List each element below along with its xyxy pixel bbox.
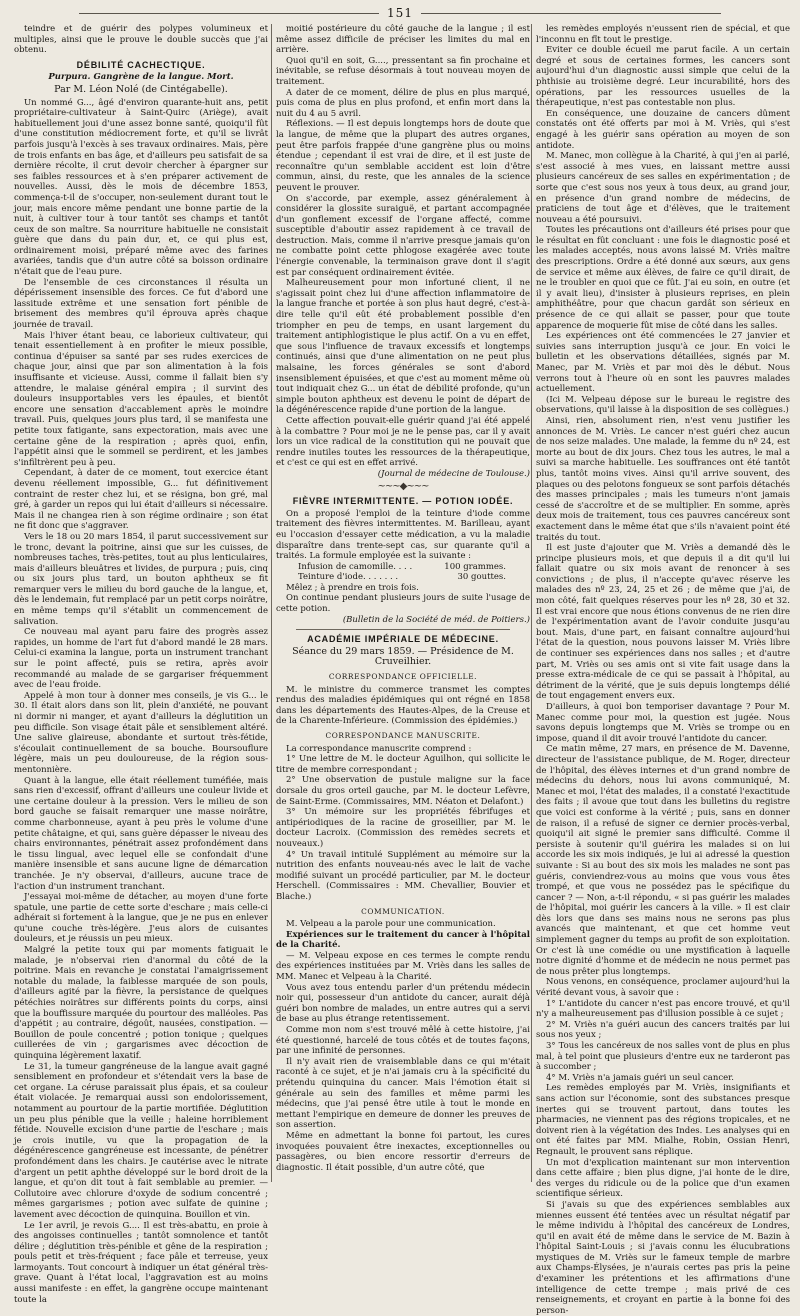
formula-row: [298, 572, 530, 583]
paragraph: 1° L'antidote du cancer n'est pas encore trouvé, et qu'il n'y a malheureusement pas d'illusion possible à ce sujet ;: [536, 998, 790, 1020]
paragraph: M. Manec, mon collègue à la Charité, à qui j'en ai parlé, s'est associé à mes vues, en laissant mettre aussi plusieurs cancéreux de ses salles en expérimentation ; de sorte que c'est sous nos yeux à tous deux, au grand jour, en présence d'un grand nombre de médecins, de praticiens de tout âge et d'élèves, que le traitement nouveau a été poursuivi.: [536, 151, 790, 225]
paragraph: Appelé à mon tour à donner mes conseils, je vis G... le 30. Il était alors dans son lit, plein d'anxiété, ne pouvant ni dormir ni manger, et ayant d'ailleurs la déglutition un peu difficile. Son visage était pâle et sensiblement altéré. Une salive glaireuse, abondante et surtout très-fétide, s'écoulait continuellement de sa bouche. Boursouflure légère, mais un peu douloureuse, de la région sous-mentonnière.: [14, 690, 268, 775]
paragraph: Un mot d'explication maintenant sur mon intervention dans cette affaire ; bien plus digne, j'ai honte de le dire, des verges du ridicule ou de la police que d'un examen scientifique sérieux.: [536, 1157, 790, 1200]
paragraph: Mêlez ; à prendre en trois fois.: [286, 582, 419, 593]
paragraph: 4° Un travail intitulé Supplément au mémoire sur la nutrition des enfants nouveau-nés avec le lait de vache modifié suivant un procédé particulier, par M. le docteur Herschell. (Commissaires : MM. Chevallier, Bouvier et Blache.): [276, 849, 530, 902]
paragraph: les remèdes employés n'eussent rien de spécial, et que l'inconnu en fît tout le prestige.: [536, 24, 790, 45]
paragraph: teindre et de guérir des polypes volumineux et multiples, ainsi que le prouve le double succès que j'ai obtenu.: [14, 24, 268, 56]
column-rule: [271, 24, 272, 1182]
paragraph: On s'accorde, par exemple, assez généralement à considérer la glossite suraiguë, et partant accompagnée d'un gonflement excessif de l'organe affecté, comme susceptible d'aboutir assez rapidement à ce travail de destruction. Mais, comme il n'arrive presque jamais qu'on ne combatte point cette phlogose exagérée avec toute l'énergie convenable, la terminaison grave dont il s'agit est par conséquent ordinairement évitée.: [276, 193, 530, 278]
paragraph: Eviter ce double écueil me parut facile. A un certain degré et sous de certaines formes, les cancers sont aujourd'hui d'un diagnostic aussi simple que celui de la phthisie au troisième degré. Leur incurabilité, hors des opérations, par les ressources usuelles de la thérapeutique, n'est pas contestable non plus.: [536, 45, 790, 109]
paragraph: Un nommé G..., âgé d'environ quarante-huit ans, petit propriétaire-cultivateur à Saint-Quirc (Ariège), avait habituellement joui d'une assez bonne santé, quoiqu'il fût d'une constitution médiocrement forte, et qu'il se livrât parfois jusqu'à l'excès à ses travaux ordinaires. Mais, père de trois enfants en bas âge, et d'ailleurs peu satisfait de sa dernière récolte, il crut devoir chercher à épargner sur ses faibles ressources et à s'en préparer activement de nouvelles. Aussi, dès le mois de décembre 1853, commença-t-il de s'occuper, non-seulement durant tout le jour, mais encore même pendant une bonne partie de la nuit, à cultiver tour à tour tantôt ses champs et tantôt ceux de son maître. Sa nourriture habituelle ne consistait guère que dans du pain dur, et, ce qui plus est, ordinairement moisi, préparé même avec des farines avariées, tandis que d'un autre côté sa boisson ordinaire n'était que de l'eau pure.: [14, 97, 268, 278]
section-title: DÉBILITÉ CACHECTIQUE.: [76, 59, 206, 70]
paragraph: Comme mon nom s'est trouvé mêlé à cette histoire, j'ai été questionné, harcelé de tous côtés et de toutes façons, par une infinité de personnes.: [276, 1025, 530, 1057]
paragraph: Si j'avais su que des expériences semblables aux miennes eussent été tentées avec un résultat négatif par le même individu à l'hôpital des cancéreux de Londres, qu'il en avait été de même dans le service de M. Bazin à l'hôpital Saint-Louis ; si j'avais connu les élucubrations mystiques de M. Vriès sur le fameux temple de marbre aux Champs-Élysées, je n'aurais certes pas pris la peine d'examiner les prétentions et les affirmations d'une intelligence de cette trempe ; mais privé de ces renseignements, et croyant en partie à la bonne foi des person-: [536, 1199, 790, 1316]
paragraph: Les expériences ont été commencées le 27 janvier et suivies sans interruption jusqu'à ce jour. En voici le bulletin et les observations détaillées, signés par M. Manec, par M. Vriès et par moi dès le début. Nous verrons tout à l'heure où en sont les pauvres malades actuellement.: [536, 331, 790, 395]
formula-dose: 30 gouttes.: [457, 572, 506, 583]
paragraph-title: Expériences sur le traitement du cancer à l'hôpital de la Charité.: [276, 929, 530, 951]
subsection-title: CORRESPONDANCE MANUSCRITE.: [325, 731, 481, 740]
paragraph: Quant à la langue, elle était réellement tuméfiée, mais sans rien d'excessif, offrant d'ailleurs une couleur livide et une certaine douleur à la pression. Vers le milieu de son bord gauche se faisait remarquer une masse noirâtre, comme charbonneuse, ayant à peu près le volume d'une petite châtaigne, et qui, sans guère dépasser le niveau des chairs environnantes, pénétrait assez profondément dans le tissu lingual, avec lequel elle se confondait d'une manière insensible et sans aucune ligne de démarcation tranchée. Je n'y observai, d'ailleurs, aucune trace de l'action d'un instrument tranchant.: [14, 775, 268, 892]
paragraph: Mais l'hiver étant beau, ce laborieux cultivateur, qui tenait essentiellement à en profiter le mieux possible, continua d'épuiser sa santé par ses rudes exercices de chaque jour, ainsi que par son alimentation à la fois insuffisante et vicieuse. Aussi, comme il fallait bien s'y attendre, le malaise général empira ; il survint des douleurs insupportables vers les épaules, et bientôt encore une sensation d'accablement après le moindre travail. Puis, quelques jours plus tard, il se manifesta une petite toux fatigante, sans expectoration, mais avec une certaine gêne de la respiration ; après quoi, enfin, l'appétit ainsi que le sommeil se perdirent, et les jambes s'infiltrèrent peu à peu.: [14, 330, 268, 468]
source-citation: (Journal de médecine de Toulouse.): [377, 468, 530, 479]
paragraph: Vers le 18 ou 20 mars 1854, il parut successivement sur le tronc, devant la poitrine, ainsi que sur les cuisses, de nombreuses taches, très-petites, tout au plus lenticulaires, mais d'ailleurs bleuâtres et livides, de purpura ; puis, cinq ou six jours plus tard, un bouton aphtheux se fit remarquer vers le milieu du bord gauche de la langue, et, dès le lendemain, fut remplacé par un petit corps noirâtre, en même temps qu'il s'établit un commencement de salivation.: [14, 531, 268, 627]
column-right: [536, 24, 790, 1316]
paragraph: On continue pendant plusieurs jours de suite l'usage de cette potion.: [276, 593, 530, 615]
formula-ingredient: Infusion de camomille. . . .: [298, 561, 413, 572]
ornament-divider: ~~~◆~~~: [377, 480, 429, 492]
paragraph: Cette affection pouvait-elle guérir quand j'ai été appelé à la combattre ? Pour moi je ne le pense pas, car il y avait lors un vice radical de la constitution qui ne pouvait que rendre inutiles toutes les ressources de la thérapeutique, et c'est ce qui est en effet arrivé.: [276, 415, 530, 469]
paragraph: 2° M. Vriès n'a guéri aucun des cancers traités par lui sous nos yeux ;: [536, 1019, 790, 1041]
paragraph: Malheureusement pour mon infortuné client, il ne s'agissait point chez lui d'une affection inflammatoire de la langue franche et portée à son plus haut degré, c'est-à-dire telle qu'il eût été probablement possible d'en triompher en peu de temps, en usant largement du traitement antiphlogistique le plus actif. On a vu en effet, que sous l'influence de travaux excessifs et longtemps continués, ainsi que d'une alimentation on ne peut plus malsaine, les forces générales se sont d'abord insensiblement épuisées, et que c'est au moment même où tout indiquait chez G... un état de débilité profonde, qu'un simple bouton aphtheux est devenu le point de départ de la dégénérescence rapide d'une portion de la langue.: [276, 278, 530, 416]
paragraph: Nous venons, en conséquence, proclamer aujourd'hui la vérité devant vous, à savoir que :: [536, 977, 790, 999]
column-left: [14, 24, 268, 1305]
paragraph: M. Velpeau a la parole pour une communication.: [286, 919, 496, 930]
paragraph: 1° Une lettre de M. le docteur Aguilhon, qui sollicite le titre de membre correspondant ;: [276, 754, 530, 775]
paragraph: J'essayai moi-même de détacher, au moyen d'une forte spatule, une partie de cette sorte d'eschare ; mais celle-ci adhérait si fortement à la langue, que je ne pus en enlever qu'une couche très-légère. J'eus alors de cuisantes douleurs, et je réussis un peu mieux.: [14, 892, 268, 945]
paragraph: La correspondance manuscrite comprend :: [286, 743, 472, 754]
column-middle: [276, 24, 530, 1184]
paragraph: Ce nouveau mal ayant paru faire des progrès assez rapides, un homme de l'art fut d'abord mandé le 28 mars. Celui-ci examina la langue, porta un instrument tranchant sur le point affecté, puis se retira, après avoir recommandé au malade de se gargariser fréquemment avec de l'eau froide.: [14, 627, 268, 691]
formula-row: [298, 562, 530, 573]
column-rule: [531, 24, 532, 1182]
paragraph: Malgré la petite toux qui par moments fatiguait le malade, je n'observai rien d'anormal du côté de la poitrine. Mais en revanche je constatai l'amaigrissement notable du malade, la faiblesse marquée de son pouls, d'ailleurs agité par la fièvre, la persistance de quelques pétéchies noirâtres sur différents points du corps, ainsi que la bouffissure marquée du pourtour des malléoles. Pas d'appétit ; au contraire, dégoût, nausées, constipation. — Bouillon de poule concentré ; potion tonique ; quelques cuillerées de vin ; gargarismes avec décoction de quinquina légèrement laxatif.: [14, 945, 268, 1061]
formula-dose: 100 grammes.: [444, 561, 506, 572]
paragraph: Le 1er avril, je revois G.... Il est très-abattu, en proie à des angoisses continuelles ; tantôt somnolence et tantôt délire ; déglutition très-pénible et gêne de la respiration ; pouls petit et très-fréquent ; face pâle et terreuse, yeux larmoyants. Tout concourt à indiquer un état général très-grave. Quant à l'état local, l'aggravation est au moins aussi manifeste : en effet, la gangrène occupe maintenant toute la: [14, 1220, 268, 1305]
author-line: Par M. Léon Nolé (de Cintégabelle).: [54, 83, 228, 95]
paragraph: Réflexions. — Il est depuis longtemps hors de doute que la langue, de même que la plupart des autres organes, peut être parfois frappée d'une gangrène plus ou moins étendue ; cependant il est vrai de dire, et il est juste de reconnaître qu'un semblable accident est loin d'être commun, ainsi, du reste, que les annales de la science peuvent le prouver.: [276, 119, 530, 193]
paragraph: Cependant, à dater de ce moment, tout exercice étant devenu réellement impossible, G... fut définitivement contraint de rester chez lui, et se résigna, bon gré, mal gré, à garder un repos qui lui était d'ailleurs si nécessaire. Mais il ne changea rien à son régime ordinaire ; son état ne fit donc que s'aggraver.: [14, 468, 268, 532]
paragraph: Toutes les précautions ont d'ailleurs été prises pour que le résultat en fût concluant : une fois le diagnostic posé et les malades acceptés, nous avons laissé M. Vriès maître des prescriptions. Ordre a été donné aux sœurs, aux gens de service et même aux élèves, de faire ce qu'il dirait, de ne le troubler en quoi que ce fût. J'ai eu soin, en outre (et il y avait lieu), d'insister à plusieurs reprises, en plein amphithéâtre, pour que chacun gardât son sérieux en présence de ce qui allait se passer, pour que toute apparence de moquerie fût mise de côté dans les salles.: [536, 225, 790, 331]
paragraph: 2° Une observation de pustule maligne sur la face dorsale du gros orteil gauche, par M. le docteur Lefèvre, de Saint-Erme. (Commissaires, MM. Néaton et Delafont.): [276, 775, 530, 807]
paragraph: Ce matin même, 27 mars, en présence de M. Davenne, directeur de l'assistance publique, de M. Roger, directeur de l'hôpital, des élèves internes et d'un grand nombre de médecins du dehors, nous lui avons communiqué, M. Manec et moi, l'état des malades, il a constaté l'exactitude des faits ; il avoue que tout dans les bulletins du registre que voici est conforme à la vérité ; puis, sans en donner de raison, il a refusé de signer ce dernier procès-verbal, quoiqu'il ait signé le premier sans difficulté. Comme il persiste à soutenir qu'il guérira les malades si on lui accorde les six mois indiqués, je lui ai adressé la question suivante : Si au bout des six mois les malades ne sont pas guéris, conviendrez-vous au moins que vous vous êtes trompé, et que vous ne possédez pas le spécifique du cancer ? — Non, a-t-il répondu, « si pas guérir les malades de l'hôpital, moi guérir les cancers à la ville. » Il est clair dès lors que dans ses mains nous ne serons pas plus avancés que maintenant, et que cet homme veut simplement gagner du temps au profit de son exploitation. Or c'est là une comédie ou une mystification à laquelle notre dignité d'homme et de médecin ne nous permet pas de nous prêter plus longtemps.: [536, 744, 790, 977]
paragraph: M. le ministre du commerce transmet les comptes rendus des maladies épidémiques qui ont régné en 1858 dans les départements des Hautes-Alpes, de la Creuse et de la Charente-Inférieure. (Commission des épidémies.): [276, 684, 530, 727]
paragraph: Ainsi, rien, absolument rien, n'est venu justifier les annonces de M. Vriès. Le cancer n'est guéri chez aucun de nos seize malades. Une malade, la femme du nº 24, est morte au bout de dix jours. Chez tous les autres, le mal a suivi sa marche habituelle. Les souffrances ont été tantôt plus, tantôt moins vives. Ainsi qu'il arrive souvent, des plaques ou des pelotons fongueux se sont parfois détachés des masses principales ; mais les tumeurs n'ont jamais cessé de s'accroître et de se multiplier. En somme, après deux mois de traitement, tous ces pauvres cancéreux sont exactement dans le même état que s'ils n'avaient point été traités du tout.: [536, 415, 790, 543]
paragraph: Vous avez tous entendu parler d'un prétendu médecin noir qui, possesseur d'un antidote du cancer, aurait déjà guéri bon nombre de malades, un entre autres qui a servi de base au plus étrange retentissement.: [276, 982, 530, 1025]
page-number: 151: [0, 6, 800, 20]
paragraph: Le 31, la tumeur gangréneuse de la langue avait gagné sensiblement en profondeur et s'étendait vers la base de cet organe. La céruse paraissait plus épais, et sa couleur était violacée. Je remarquai aussi son endolorissement, notamment au pourtour de la partie mortifiée. Déglutition un peu plus pénible que la veille ; haleine horriblement fétide. Nouvelle excision d'une partie de l'eschare ; mais je crois inutile, vu que la propagation de la dégénérescence gangréneuse est incessante, de pénétrer profondément dans les chairs. Je cautérise avec le nitrate d'argent un petit aphthe développé sur le bord droit de la langue, et qu'on dit tout à fait semblable au premier. — Collutoire avec chlorure d'oxyde de sodium concentré ; mêmes gargarismes ; potion avec sulfate de quinine ; lavement avec décoction de quinquina. Bouillon et vin.: [14, 1061, 268, 1220]
paragraph: 3° Tous les cancéreux de nos salles vont de plus en plus mal, à tel point que plusieurs d'entre eux ne tarderont pas à succomber ;: [536, 1041, 790, 1073]
paragraph: On a proposé l'emploi de la teinture d'iode comme traitement des fièvres intermittentes. M. Barilleau, ayant eu l'occasion d'essayer cette médication, a vu la maladie disparaître dans trente-sept cas, sur quarante qu'il a traités. La formule employée est la suivante :: [276, 508, 530, 562]
divider: [296, 629, 510, 630]
paragraph: Il n'y avait rien de vraisemblable dans ce qui m'était raconté à ce sujet, et je n'ai jamais cru à la spécificité du prétendu quinquina du cancer. Mais l'émotion était si générale au sein des familles et même parmi les médecins, que j'ai pensé être utile à tout le monde en mettant l'empirique en demeure de donner les preuves de son assertion.: [276, 1056, 530, 1131]
session-line: Séance du 29 mars 1859. — Présidence de M. Cruveilhier.: [292, 645, 514, 668]
paragraph: En conséquence, une douzaine de cancers dûment constatés ont été offerts par moi à M. Vriès, qui s'est engagé à les guérir sans opération au moyen de son antidote.: [536, 108, 790, 151]
subsection-title: COMMUNICATION.: [361, 906, 445, 916]
paragraph: Même en admettant la bonne foi partout, les cures invoquées pouvaient être inexactes, exceptionnelles ou passagères, ou bien encore ressortir d'erreurs de diagnostic. Il était possible, d'un autre côté, que: [276, 1130, 530, 1173]
source-citation: (Bulletin de la Société de méd. de Poitiers.): [342, 614, 530, 625]
formula-ingredient: Teinture d'iode. . . . . . .: [298, 572, 399, 583]
paragraph: De l'ensemble de ces circonstances il résulta un dépérissement insensible des forces. Ce fut d'abord une lassitude extrême et une sensation fort pénible de brisement des membres qu'il éprouva après chaque journée de travail.: [14, 277, 268, 331]
paragraph: Il est juste d'ajouter que M. Vriès a demandé dès le principe plusieurs mois, et que depuis il a dit qu'il lui fallait quatre ou six mois avant de renoncer à ses convictions ; de plus, il n'accepte qu'avec réserve les malades des nº 23, 24, 25 et 26 ; de même que j'ai, de mon côté, fait quelques réserves pour les nº 28, 30 et 32. Il est vrai encore que nous étions convenus de ne rien dire de l'expérimentation avant de l'avoir conduite jusqu'au bout. Mais, d'une part, en faisant connaître aujourd'hui l'état de la question, nous pouvons laisser M. Vriès libre de continuer ses expériences dans nos salles ; et d'autre part, M. Vriès ou ses amis ont si vite fait usage dans la presse extra-médicale de ce qui se passait à l'hôpital, au détriment de la vérité, que je suis depuis longtemps délié de tout engagement envers eux.: [536, 543, 790, 702]
paragraph: Les remèdes employés par M. Vriès, insignifiants et sans action sur l'économie, sont des substances presque inertes qui se trouvent partout, dans toutes les pharmacies, ne viennent pas des régions tropicales, et ne doivent rien à la végétation des Indes. Les analyses qui en ont été faites par MM. Mialhe, Robin, Ossian Henri, Regnault, le prouvent sans réplique.: [536, 1083, 790, 1157]
paragraph: — M. Velpeau expose en ces termes le compte rendu des expériences instituées par M. Vriès dans les salles de MM. Manec et Velpeau à la Charité.: [276, 950, 530, 983]
paragraph: (Ici M. Velpeau dépose sur le bureau le registre des observations, qu'il laisse à la disposition de ses collègues.): [536, 394, 790, 416]
paragraph: Quoi qu'il en soit, G...., pressentant sa fin prochaine et inévitable, se refuse désormais à tout nouveau moyen de traitement.: [276, 55, 530, 87]
paragraph: moitié postérieure du côté gauche de la langue ; il est même assez difficile de préciser les limites du mal en arrière.: [276, 24, 530, 56]
paragraph: A dater de ce moment, délire de plus en plus marqué, puis coma de plus en plus profond, et enfin mort dans la nuit du 4 au 5 avril.: [276, 87, 530, 119]
paragraph: D'ailleurs, à quoi bon temporiser davantage ? Pour M. Manec comme pour moi, la question est jugée. Nous savons depuis longtemps que M. Vriès se trompe ou en impose, quand il dit avoir trouvé l'antidote du cancer.: [536, 702, 790, 744]
formula: [276, 562, 530, 583]
section-title: ACADÉMIE IMPÉRIALE DE MÉDECINE.: [307, 634, 499, 645]
paragraph: 3° Un mémoire sur les propriétés fébrifuges et antipériodiques de la racine de groseillier, par M. le docteur Lacroix. (Commission des remèdes secrets et nouveaux.): [276, 807, 530, 849]
paragraph: 4° M. Vriès n'a jamais guéri un seul cancer.: [546, 1072, 734, 1083]
section-title: FIÈVRE INTERMITTENTE. — POTION IODÉE.: [292, 496, 514, 507]
subsection-title: CORRESPONDANCE OFFICIELLE.: [328, 672, 478, 682]
section-subtitle: Purpura. Gangrène de la langue. Mort.: [48, 72, 234, 83]
